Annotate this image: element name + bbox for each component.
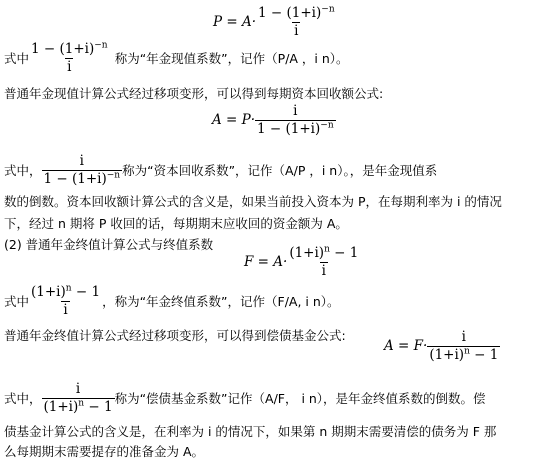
formula-sinking-fund bbox=[384, 330, 500, 363]
fraction-denominator-tail: − 1 bbox=[84, 398, 113, 415]
exponent: −n bbox=[320, 120, 334, 131]
fraction-numerator: (1+i) bbox=[289, 245, 325, 261]
text-line-9 bbox=[4, 382, 486, 415]
text-suffix: 称为“资本回收系数”，记作（A/P ，i n）。，是年金现值系 bbox=[122, 162, 438, 178]
exponent: −n bbox=[321, 4, 335, 15]
text-prefix: 式中， bbox=[4, 390, 42, 406]
formula-fraction bbox=[287, 246, 360, 279]
inline-fraction bbox=[29, 285, 102, 318]
fraction-denominator-tail: − 1 bbox=[469, 346, 499, 363]
text-suffix: 称为“年金现值系数”，记作（P/A ，i n）。 bbox=[114, 50, 349, 66]
formula-lhs: A = F· bbox=[384, 337, 428, 354]
text-line-6: (2) 普通年金终值计算公式与终值系数 bbox=[4, 237, 214, 252]
formula-annuity-future-value bbox=[244, 246, 360, 279]
inline-fraction bbox=[42, 382, 115, 415]
formula-annuity-present-value bbox=[213, 6, 337, 39]
exponent: n bbox=[78, 398, 85, 409]
exponent: n bbox=[65, 283, 72, 294]
fraction-denominator: i bbox=[321, 262, 326, 279]
fraction-numerator: (1+i) bbox=[31, 284, 66, 300]
fraction-denominator: i bbox=[63, 301, 68, 318]
fraction-numerator-tail: − 1 bbox=[71, 284, 101, 300]
fraction-denominator: 1 − (1+i) bbox=[257, 120, 321, 137]
exponent: n bbox=[324, 244, 330, 255]
text-suffix: ，称为“年金终值系数”，记作（F/A, i n）。 bbox=[102, 293, 340, 309]
formula-lhs: P = A· bbox=[213, 13, 257, 30]
inline-fraction bbox=[29, 42, 110, 75]
fraction-numerator: 1 − (1+i) bbox=[258, 5, 322, 21]
text-prefix: 式中 bbox=[4, 50, 30, 66]
fraction-numerator: i bbox=[79, 153, 84, 169]
fraction-numerator: 1 − (1+i) bbox=[31, 41, 95, 57]
exponent: n bbox=[464, 346, 470, 357]
formula-fraction bbox=[255, 104, 336, 137]
fraction-numerator-tail: − 1 bbox=[329, 245, 359, 261]
fraction-denominator: i bbox=[67, 58, 72, 75]
fraction-numerator: i bbox=[461, 329, 466, 345]
exponent: −n bbox=[94, 40, 108, 51]
text-line-10: 债基金计算公式的含义是，在利率为 i 的情况下，如果第 n 期期末需要清偿的债务为 F 那 bbox=[4, 424, 497, 439]
formula-fraction bbox=[256, 6, 337, 39]
formula-lhs: A = P· bbox=[212, 111, 256, 128]
text-line-2: 普通年金现值计算公式经过移项变形，可以得到每期资本回收额公式: bbox=[4, 86, 384, 101]
text-line-11: 么每期期末需要提存的准备金为 A。 bbox=[4, 444, 205, 459]
exponent: −n bbox=[106, 170, 121, 181]
text-prefix: 式中， bbox=[4, 162, 42, 178]
text-line-4: 数的倒数。资本回收额计算公式的含义是，如果当前投入资本为 P，在每期利率为 i 的情况 bbox=[4, 194, 502, 209]
text-line-7 bbox=[4, 285, 340, 318]
fraction-denominator: 1 − (1+i) bbox=[43, 170, 107, 187]
text-suffix: 称为“偿债基金系数”记作（A/F， i n），是年金终值系数的倒数。偿 bbox=[114, 390, 486, 406]
fraction-numerator: i bbox=[75, 381, 81, 397]
fraction-denominator: i bbox=[294, 22, 299, 39]
formula-fraction bbox=[427, 330, 500, 363]
fraction-denominator: (1+i) bbox=[43, 398, 79, 415]
formula-lhs: F = A· bbox=[244, 253, 288, 270]
text-line-3 bbox=[4, 154, 437, 187]
text-line-5: 下，经过 n 期将 P 收回的话，每期期末应收回的资金额为 A。 bbox=[4, 216, 348, 231]
fraction-numerator: i bbox=[293, 103, 298, 119]
fraction-denominator: (1+i) bbox=[429, 346, 465, 363]
inline-fraction bbox=[42, 154, 123, 187]
text-line-8: 普通年金终值计算公式经过移项变形，可以得到偿债基金公式: bbox=[4, 328, 346, 343]
formula-capital-recovery bbox=[212, 104, 336, 137]
text-prefix: 式中 bbox=[4, 293, 30, 309]
text-line-1 bbox=[4, 42, 349, 75]
